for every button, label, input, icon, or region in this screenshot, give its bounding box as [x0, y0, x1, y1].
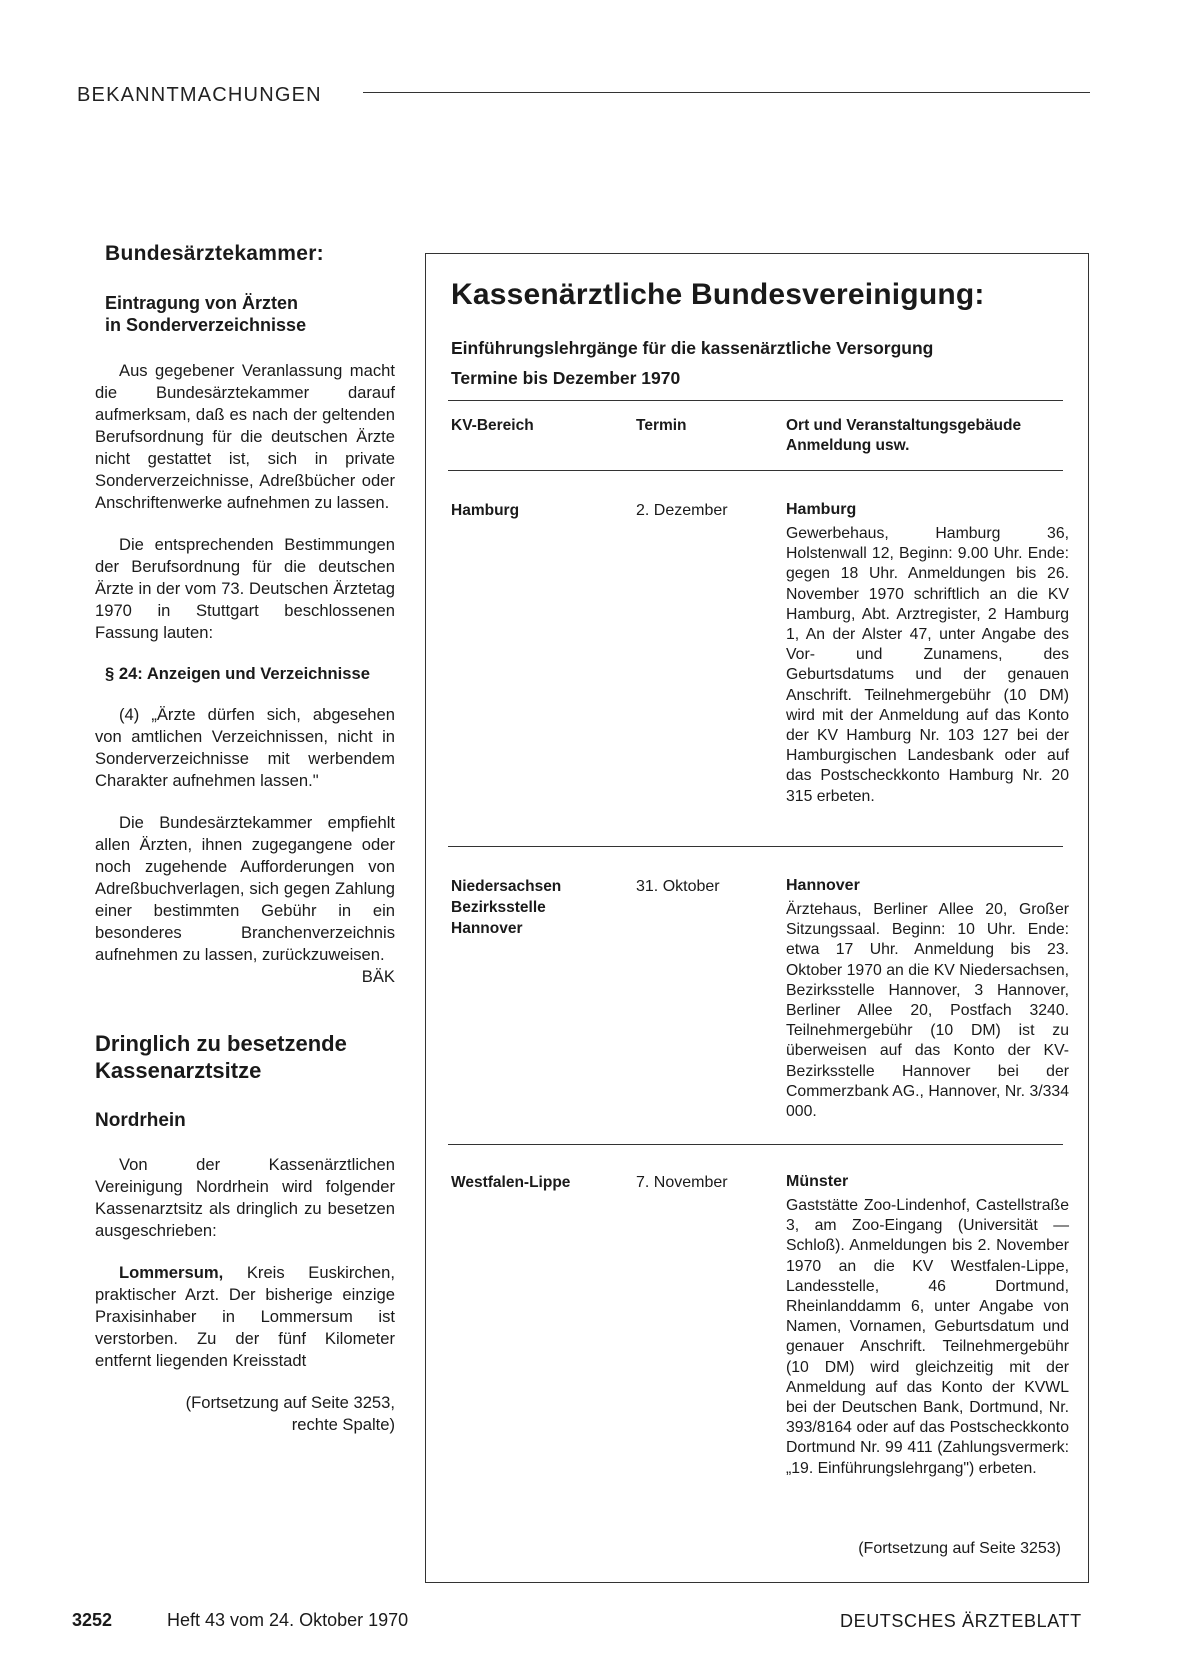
row-2-region-line-2: Bezirksstelle	[451, 899, 546, 916]
row-2-region-line-1: Niedersachsen	[451, 878, 562, 895]
row-1-city: Hamburg	[786, 501, 857, 518]
section-heading: BEKANNTMACHUNGEN	[77, 84, 322, 106]
row-3-region-line-1: Westfalen-Lippe	[451, 1174, 571, 1191]
row-3-date: 7. November	[636, 1174, 728, 1191]
row-3-details: Gaststätte Zoo-Lindenhof, Castellstraße 3, am Zoo-Eingang (Universität — Schloß). Anmeldungen bis 2. November 1970 an die KV Westfalen-Lippe, Landesstelle, 46 Dortmund, Rheinlanddamm 6, unter Angabe von Namen, Vornamen, Geburtsdatum und genauer Anschrift. Teilnehmergebühr (10 DM) wird gleichzeitig mit der Anmeldung auf das Konto der KVWL bei der Deutschen Bank, Dortmund, Nr. 393/8164 oder auf das Postscheckkonto Dortmund Nr. 99 411 (Zahlungsvermerk: „19. Einführungslehrgang") erbeten.	[786, 1197, 1069, 1477]
row-1-region	[451, 500, 631, 521]
bae-title: Bundesärztekammer:	[105, 242, 324, 265]
journal-name: DEUTSCHES ÄRZTEBLATT	[840, 1611, 1082, 1631]
row-2-date: 31. Oktober	[636, 878, 720, 895]
column-header-place	[786, 416, 1069, 456]
kbv-title: Kassenärztliche Bundesvereinigung:	[451, 278, 985, 311]
row-1-date: 2. Dezember	[636, 502, 728, 519]
column-header-date: Termin	[636, 417, 687, 434]
issue-line: Heft 43 vom 24. Oktober 1970	[167, 1610, 409, 1630]
table-top-rule	[448, 400, 1063, 401]
page-number: 3252	[72, 1610, 113, 1630]
dringlich-title-line-2: Kassenarztsitze	[95, 1058, 262, 1083]
kbv-subtitle	[451, 333, 933, 393]
paragraph-2: Die entsprechenden Bestimmungen der Berufsordnung für die deutschen Ärzte in der vom 73. Deutschen Ärztetag 1970 in Stuttgart beschlossenen Fassung lauten:	[95, 535, 395, 642]
row-3-region	[451, 1172, 631, 1193]
row-2-details: Ärztehaus, Berliner Allee 20, Großer Sitzungssaal. Beginn: 10 Uhr. Ende: etwa 17 Uhr. Anmeldung bis 23. Oktober 1970 an die KV Niedersachsen, Bezirksstelle Hannover, 3 Hannover, Berliner Allee 20, Postfach 3240. Teilnehmergebühr (10 DM) ist zu überweisen auf das Konto der KV-Bezirksstelle Hannover bei der Commerzbank AG., Hannover, Nr. 3/334 000.	[786, 901, 1069, 1121]
row-3-place	[786, 1172, 1069, 1479]
header-rule	[363, 92, 1090, 93]
row-2-region	[451, 876, 631, 939]
row-1-details: Gewerbehaus, Hamburg 36, Holstenwall 12, Beginn: 9.00 Uhr. Ende: gegen 18 Uhr. Anmeldungen bis 26. November 1970 schriftlich an die KV Hamburg, Abt. Arztregister, 2 Hamburg 1, An der Alster 47, unter Angabe des Vor- und Zunamens, des Geburtsdatums und der genauen Anschrift. Teilnehmergebühr (10 DM) wird mit der Anmeldung auf das Konto der KV Hamburg Nr. 103 127 bei der Hamburgischen Landesbank oder auf das Postscheckkonto Hamburg Nr. 20 315 erbeten.	[786, 525, 1069, 805]
column-header-place-line-2: Anmeldung usw.	[786, 437, 910, 454]
paragraph-4	[95, 812, 395, 986]
nordrhein-title: Nordrhein	[95, 1110, 186, 1131]
column-header-region: KV-Bereich	[451, 417, 534, 434]
paragraph-heading: § 24: Anzeigen und Verzeichnisse	[105, 664, 370, 683]
paragraph-4-signature: BÄK	[361, 967, 395, 986]
paragraph-6	[95, 1262, 395, 1372]
kbv-subtitle-line-2: Termine bis Dezember 1970	[451, 368, 681, 388]
paragraph-6-bold: Lommersum,	[119, 1263, 224, 1282]
dringlich-title-line-1: Dringlich zu besetzende	[95, 1031, 347, 1056]
table-header-rule	[448, 470, 1063, 471]
row-2-region-line-3: Hannover	[451, 920, 523, 937]
row-1-place	[786, 500, 1069, 807]
row-3-city: Münster	[786, 1173, 849, 1190]
panel-continued-note: (Fortsetzung auf Seite 3253)	[858, 1540, 1061, 1557]
row-1-region-line-1: Hamburg	[451, 502, 520, 519]
paragraph-6-text: Kreis Euskirchen, praktischer Arzt. Der bisherige einzige Praxisinhaber in Lommersum ist verstorben. Zu der fünf Kilometer entfernt liegenden Kreisstadt	[95, 1263, 395, 1370]
left-column	[95, 242, 395, 1436]
row-2-city: Hannover	[786, 877, 860, 894]
row-2-rule	[448, 1144, 1063, 1145]
paragraph-1: Aus gegebener Veranlassung macht die Bundesärztekammer darauf aufmerksam, daß es nach der geltenden Berufsordnung für die deutschen Ärzte nicht gestattet ist, sich in private Sonderverzeichnisse, Adreßbücher oder Anschriftenwerke aufnehmen zu lassen.	[95, 361, 395, 512]
row-1-rule	[448, 846, 1063, 847]
dringlich-title	[95, 1030, 395, 1084]
bae-subtitle-line-1: Eintragung von Ärzten	[105, 293, 298, 313]
left-continued-note: (Fortsetzung auf Seite 3253, rechte Spalte)	[185, 1393, 395, 1434]
row-2-place	[786, 876, 1069, 1122]
paragraph-4-text: Die Bundesärztekammer empfiehlt allen Ärzten, ihnen zugegangene oder noch zugehende Aufforderungen von Adreßbuchverlagen, sich gegen Zahlung einer bestimmten Gebühr in ein besonderes Branchenverzeichnis aufnehmen zu lassen, zurückzuweisen.	[95, 813, 395, 964]
column-header-place-line-1: Ort und Veranstaltungsgebäude	[786, 417, 1022, 434]
bae-subtitle	[105, 292, 395, 336]
bae-subtitle-line-2: in Sonderverzeichnisse	[105, 315, 307, 335]
paragraph-3: (4) „Ärzte dürfen sich, abgesehen von amtlichen Verzeichnissen, nicht in Sonderverzeichnisse mit werbendem Charakter aufnehmen lassen."	[95, 705, 395, 790]
paragraph-5: Von der Kassenärztlichen Vereinigung Nordrhein wird folgender Kassenarztsitz als dringlich zu besetzen ausgeschrieben:	[95, 1155, 395, 1240]
kbv-subtitle-line-1: Einführungslehrgänge für die kassenärztliche Versorgung	[451, 338, 934, 358]
